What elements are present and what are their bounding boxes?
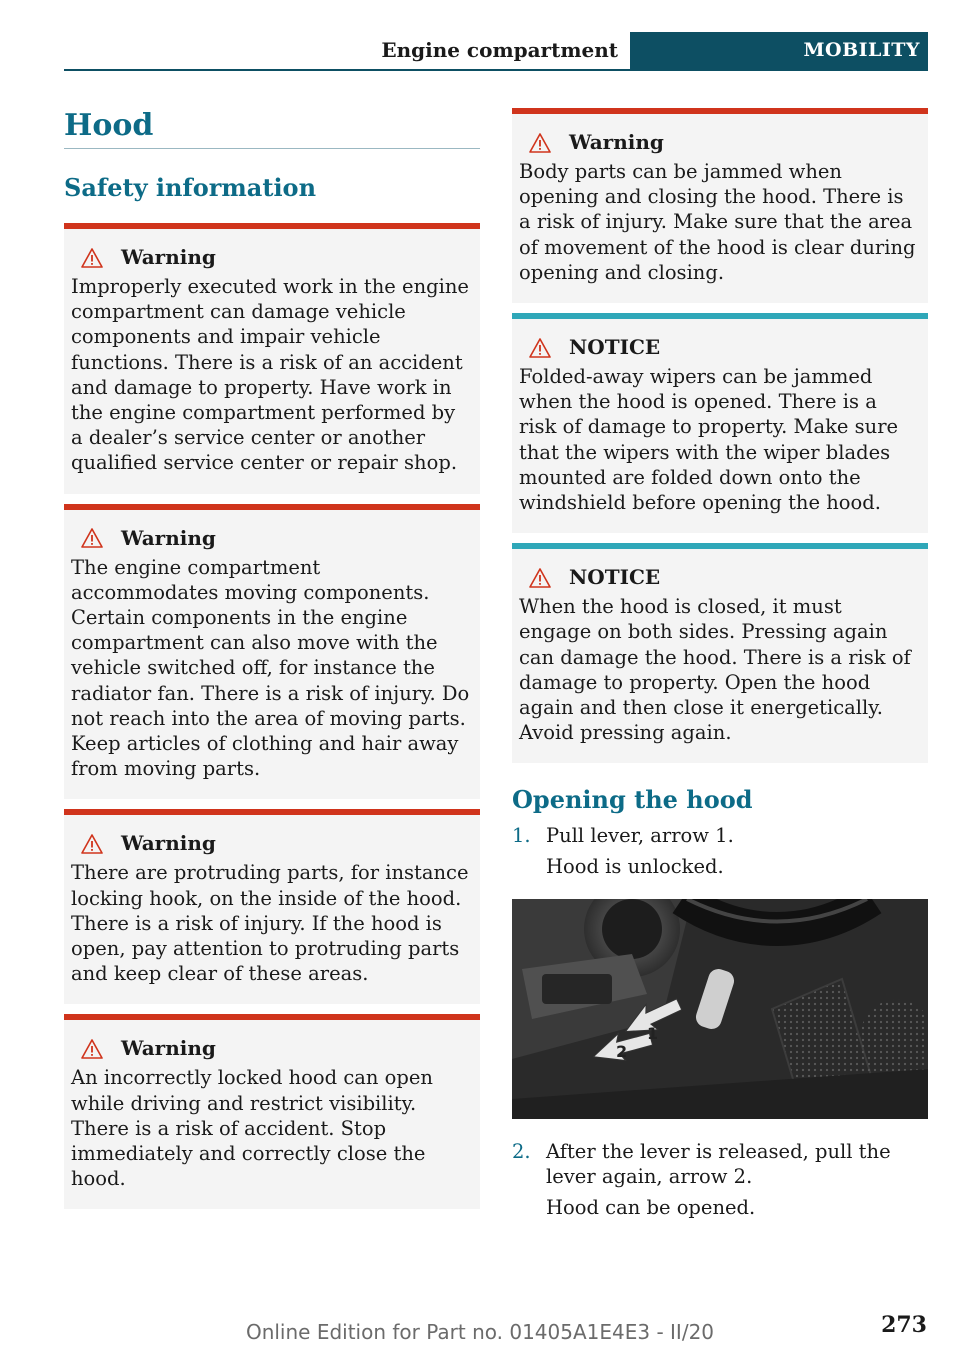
section-heading: Safety information	[64, 173, 317, 202]
box-title: Warning	[121, 245, 216, 269]
warning-box	[64, 809, 480, 1004]
warning-triangle-icon	[81, 248, 103, 268]
step-result: Hood can be opened.	[546, 1196, 756, 1220]
header-rule	[64, 69, 928, 71]
box-text: There are protruding parts, for instance locking hook, on the inside of the hood. There is a risk of injury. If the hood is open, pay attention to protruding parts and keep clear of these areas.	[71, 861, 469, 986]
box-title: NOTICE	[569, 565, 661, 590]
warning-triangle-icon	[81, 1039, 103, 1059]
step-number: 2.	[512, 1140, 531, 1164]
title-rule	[64, 148, 480, 149]
step-2	[512, 1139, 928, 1189]
step-result: Hood is unlocked.	[546, 855, 724, 879]
opening-heading: Opening the hood	[512, 785, 753, 815]
warning-triangle-icon	[81, 528, 103, 548]
header-section: Engine compartment	[381, 38, 618, 62]
header-tab: MOBILITY	[630, 32, 928, 71]
warning-triangle-icon	[529, 568, 551, 588]
page-title: Hood	[64, 108, 154, 143]
notice-box	[512, 313, 928, 533]
box-text: Folded-away wipers can be jammed when the hood is opened. There is a risk of damage to property. Make sure that the wipers with the wiper blades mounted are folded down onto the windshield before opening the hood.	[519, 365, 899, 515]
footer-edition: Online Edition for Part no. 01405A1E4E3 - II/20	[245, 1320, 715, 1344]
warning-box	[64, 223, 480, 494]
step-number: 1.	[512, 824, 531, 848]
right-column	[512, 108, 928, 1220]
running-header	[64, 32, 928, 71]
hood-lever-illustration	[512, 899, 928, 1119]
warning-box	[64, 1014, 480, 1209]
page-number: 273	[881, 1312, 927, 1338]
box-text: Body parts can be jammed when opening and closing the hood. There is a risk of injury. Make sure that the area of movement of the hood is clear during opening and closing.	[519, 160, 916, 284]
hood-lever-image	[512, 899, 928, 1119]
box-text: Improperly executed work in the engine compartment can damage vehicle components and impair vehicle functions. There is a risk of an accident and damage to property. Have work in the engine compartment performed by a dealer’s service center or another qualified service center or repair shop.	[71, 275, 469, 475]
warning-triangle-icon	[529, 133, 551, 153]
notice-box	[512, 543, 928, 763]
box-text: When the hood is closed, it must engage on both sides. Pressing again can damage the hood. There is a risk of damage to property. Open the hood again and then close it energetically. Avoid pressing again.	[519, 595, 911, 745]
box-title: Warning	[121, 831, 216, 856]
step-text: After the lever is released, pull the lever again, arrow 2.	[546, 1140, 891, 1189]
arrow-label-2: 2	[616, 1042, 628, 1062]
box-text: An incorrectly locked hood can open while driving and restrict visibility. There is a risk of accident. Stop immediately and correctly close the hood.	[71, 1066, 433, 1191]
arrow-label-1: 1	[647, 1024, 659, 1044]
warning-box	[512, 108, 928, 303]
box-title: Warning	[569, 130, 664, 154]
warning-triangle-icon	[529, 338, 551, 358]
left-column	[64, 108, 480, 1209]
step-text: Pull lever, arrow 1.	[546, 824, 734, 848]
warning-triangle-icon	[81, 834, 103, 854]
warning-box	[64, 504, 480, 800]
box-title: Warning	[121, 1036, 216, 1061]
box-title: Warning	[121, 525, 216, 550]
box-text: The engine compartment accommodates moving components. Certain components in the engine compartment can also move with the vehicle switched off, for instance the radiator fan. There is a risk of injury. Do not reach into the area of moving parts. Keep articles of clothing and hair away from moving parts.	[71, 555, 470, 781]
box-title: NOTICE	[569, 335, 661, 360]
step-1	[512, 823, 928, 848]
